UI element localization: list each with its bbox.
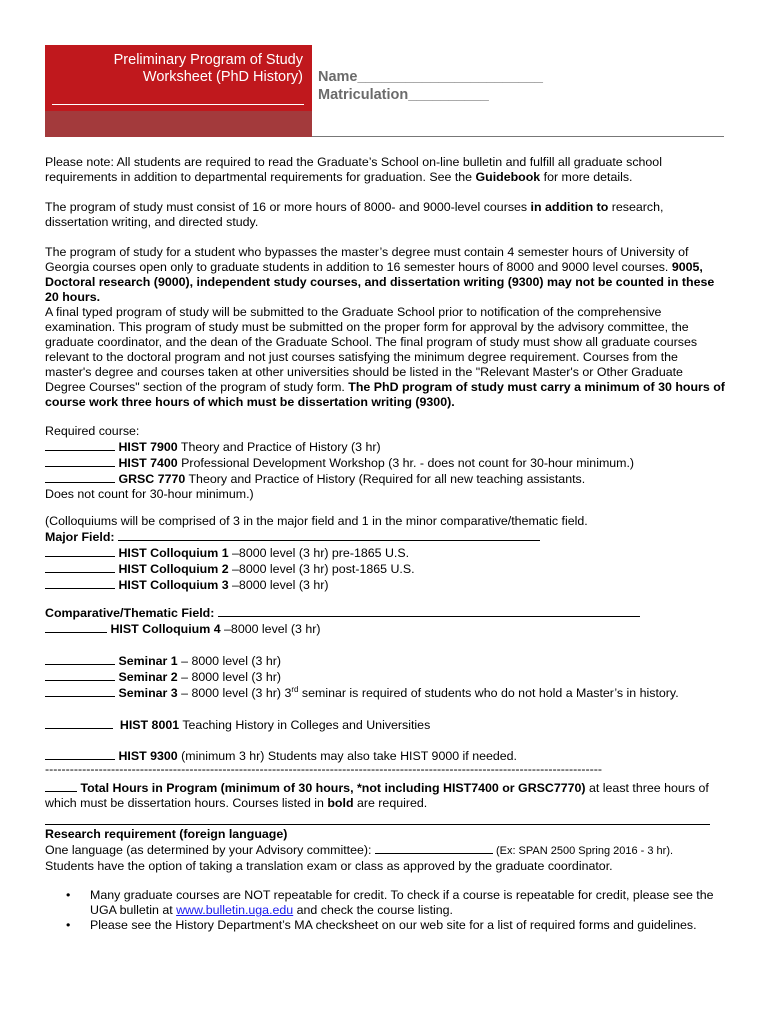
colloquia-section: [45, 514, 725, 593]
checkbox-blank[interactable]: [45, 653, 115, 665]
checkbox-blank[interactable]: [45, 577, 115, 589]
bullet-icon: •: [66, 888, 71, 902]
checkbox-blank[interactable]: [45, 455, 115, 467]
course-row: Seminar 2 – 8000 level (3 hr): [45, 669, 725, 685]
comparative-field-input[interactable]: [218, 605, 640, 617]
list-item: • Many graduate courses are NOT repeatable for credit. To check if a course is repeatable for credit, please see the UGA bulletin at www.bulletin.uga.edu and check the course listing.: [66, 888, 714, 917]
course-row: Seminar 1 – 8000 level (3 hr): [45, 653, 725, 669]
hist9300-row: HIST 9300 (minimum 3 hr) Students may also take HIST 9000 if needed. ---------------------------------------------------------------------------------------------------------------------------------------: [45, 748, 725, 775]
course-row: GRSC 7770 Theory and Practice of History (Required for all new teaching assistants.: [45, 471, 725, 487]
checkbox-blank[interactable]: [45, 717, 113, 729]
name-field[interactable]: Name_______________________: [318, 69, 543, 85]
course-row: HIST Colloquium 1 –8000 level (3 hr) pre-1865 U.S.: [45, 545, 725, 561]
checkbox-blank[interactable]: [45, 748, 115, 760]
research-requirement: [45, 827, 725, 874]
list-item: • Please see the History Department’s MA checksheet on our web site for a list of required forms and guidelines.: [66, 918, 697, 932]
matriculation-field[interactable]: Matriculation__________: [318, 87, 489, 103]
seminars-section: [45, 653, 725, 701]
title-line-1: Preliminary Program of Study: [113, 52, 303, 68]
checkbox-blank[interactable]: [45, 439, 115, 451]
language-input[interactable]: [375, 842, 493, 854]
course-row: HIST Colloquium 4 –8000 level (3 hr): [45, 621, 725, 637]
guidebook-ref: Guidebook: [475, 170, 541, 184]
research-heading: Research requirement (foreign language): [45, 827, 288, 841]
header-banner-stripe: [45, 111, 312, 137]
checkbox-blank[interactable]: [45, 669, 115, 681]
course-row: HIST 7400 Professional Development Workshop (3 hr. - does not count for 30-hour minimum.): [45, 455, 725, 471]
checkbox-blank[interactable]: [45, 621, 107, 633]
dashed-separator: ---------------------------------------------------------------------------------------------------------------------------------------: [45, 764, 603, 775]
major-field-row: Major Field:: [45, 529, 725, 545]
notes-list: [45, 888, 715, 933]
bullet-icon: •: [66, 918, 71, 932]
required-heading: Required course:: [45, 424, 140, 438]
hist8001-row: HIST 8001 Teaching History in Colleges and Universities: [45, 717, 725, 733]
checkbox-blank[interactable]: [45, 545, 115, 557]
course-row: HIST Colloquium 2 –8000 level (3 hr) post-1865 U.S.: [45, 561, 725, 577]
checkbox-blank[interactable]: [45, 685, 115, 697]
section-rule: [45, 824, 710, 825]
total-hours: Total Hours in Program (minimum of 30 hours, *not including HIST7400 or GRSC7770) at least three hours of which must be dissertation hours. Courses listed in bold are required.: [45, 781, 709, 810]
course-row: HIST 7900 Theory and Practice of History (3 hr): [45, 439, 725, 455]
total-hours-input[interactable]: [45, 780, 77, 792]
title-line-2: Worksheet (PhD History): [142, 69, 303, 85]
major-field-input[interactable]: [118, 529, 540, 541]
course-row: Seminar 3 – 8000 level (3 hr) 3rd seminar is required of students who do not hold a Master’s in history.: [45, 685, 725, 701]
required-courses: [45, 424, 725, 502]
course-row: HIST Colloquium 3 –8000 level (3 hr): [45, 577, 725, 593]
bypass-paragraph: The program of study for a student who bypasses the master’s degree must contain 4 semester hours of University of Georgia courses open only to graduate students in addition to 16 semester hours of 8000 and 9000 level courses. 9005, Doctoral research (9000), independent study courses, and dissertation writing (9300) may not be counted in these 20 hours. A final typed program of study will be submitted to the Graduate School prior to notification of the comprehensive examination. This program of study must be submitted on the proper form for approval by the advisory committee, the graduate coordinator, and the dean of the Graduate School. The final program of study must show all graduate courses relevant to the doctoral program and not just courses satisfying the minimum degree requirement. Courses from the master's degree and courses taken at other universities should be listed in the "Relevant Master's or Other Graduate Degree Courses" section of the program of study form. The PhD program of study must carry a minimum of 30 hours of course work three hours of which must be dissertation writing (9300).: [45, 245, 725, 409]
title-underline: [52, 104, 304, 105]
checkbox-blank[interactable]: [45, 471, 115, 483]
comparative-field-row: Comparative/Thematic Field:: [45, 605, 725, 621]
header-rule: [312, 136, 724, 137]
required-note: Does not count for 30-hour minimum.): [45, 487, 254, 501]
translation-note: Students have the option of taking a translation exam or class as approved by the graduate coordinator.: [45, 859, 613, 873]
checkbox-blank[interactable]: [45, 561, 115, 573]
program-hours-paragraph: The program of study must consist of 16 or more hours of 8000- and 9000-level courses in addition to research, dissertation writing, and directed study.: [45, 200, 664, 229]
intro-note: Please note: All students are required to read the Graduate’s School on-line bulletin and fulfill all graduate school requirements in addition to departmental requirements for graduation. See the Guidebook for more details.: [45, 155, 662, 184]
colloquia-intro: (Colloquiums will be comprised of 3 in the major field and 1 in the minor comparative/thematic field.: [45, 514, 588, 528]
language-row: One language (as determined by your Advisory committee): (Ex: SPAN 2500 Spring 2016 - 3 hr).: [45, 843, 674, 857]
comparative-section: [45, 605, 725, 637]
document-title: [45, 52, 303, 86]
bulletin-link[interactable]: www.bulletin.uga.edu: [176, 903, 294, 917]
